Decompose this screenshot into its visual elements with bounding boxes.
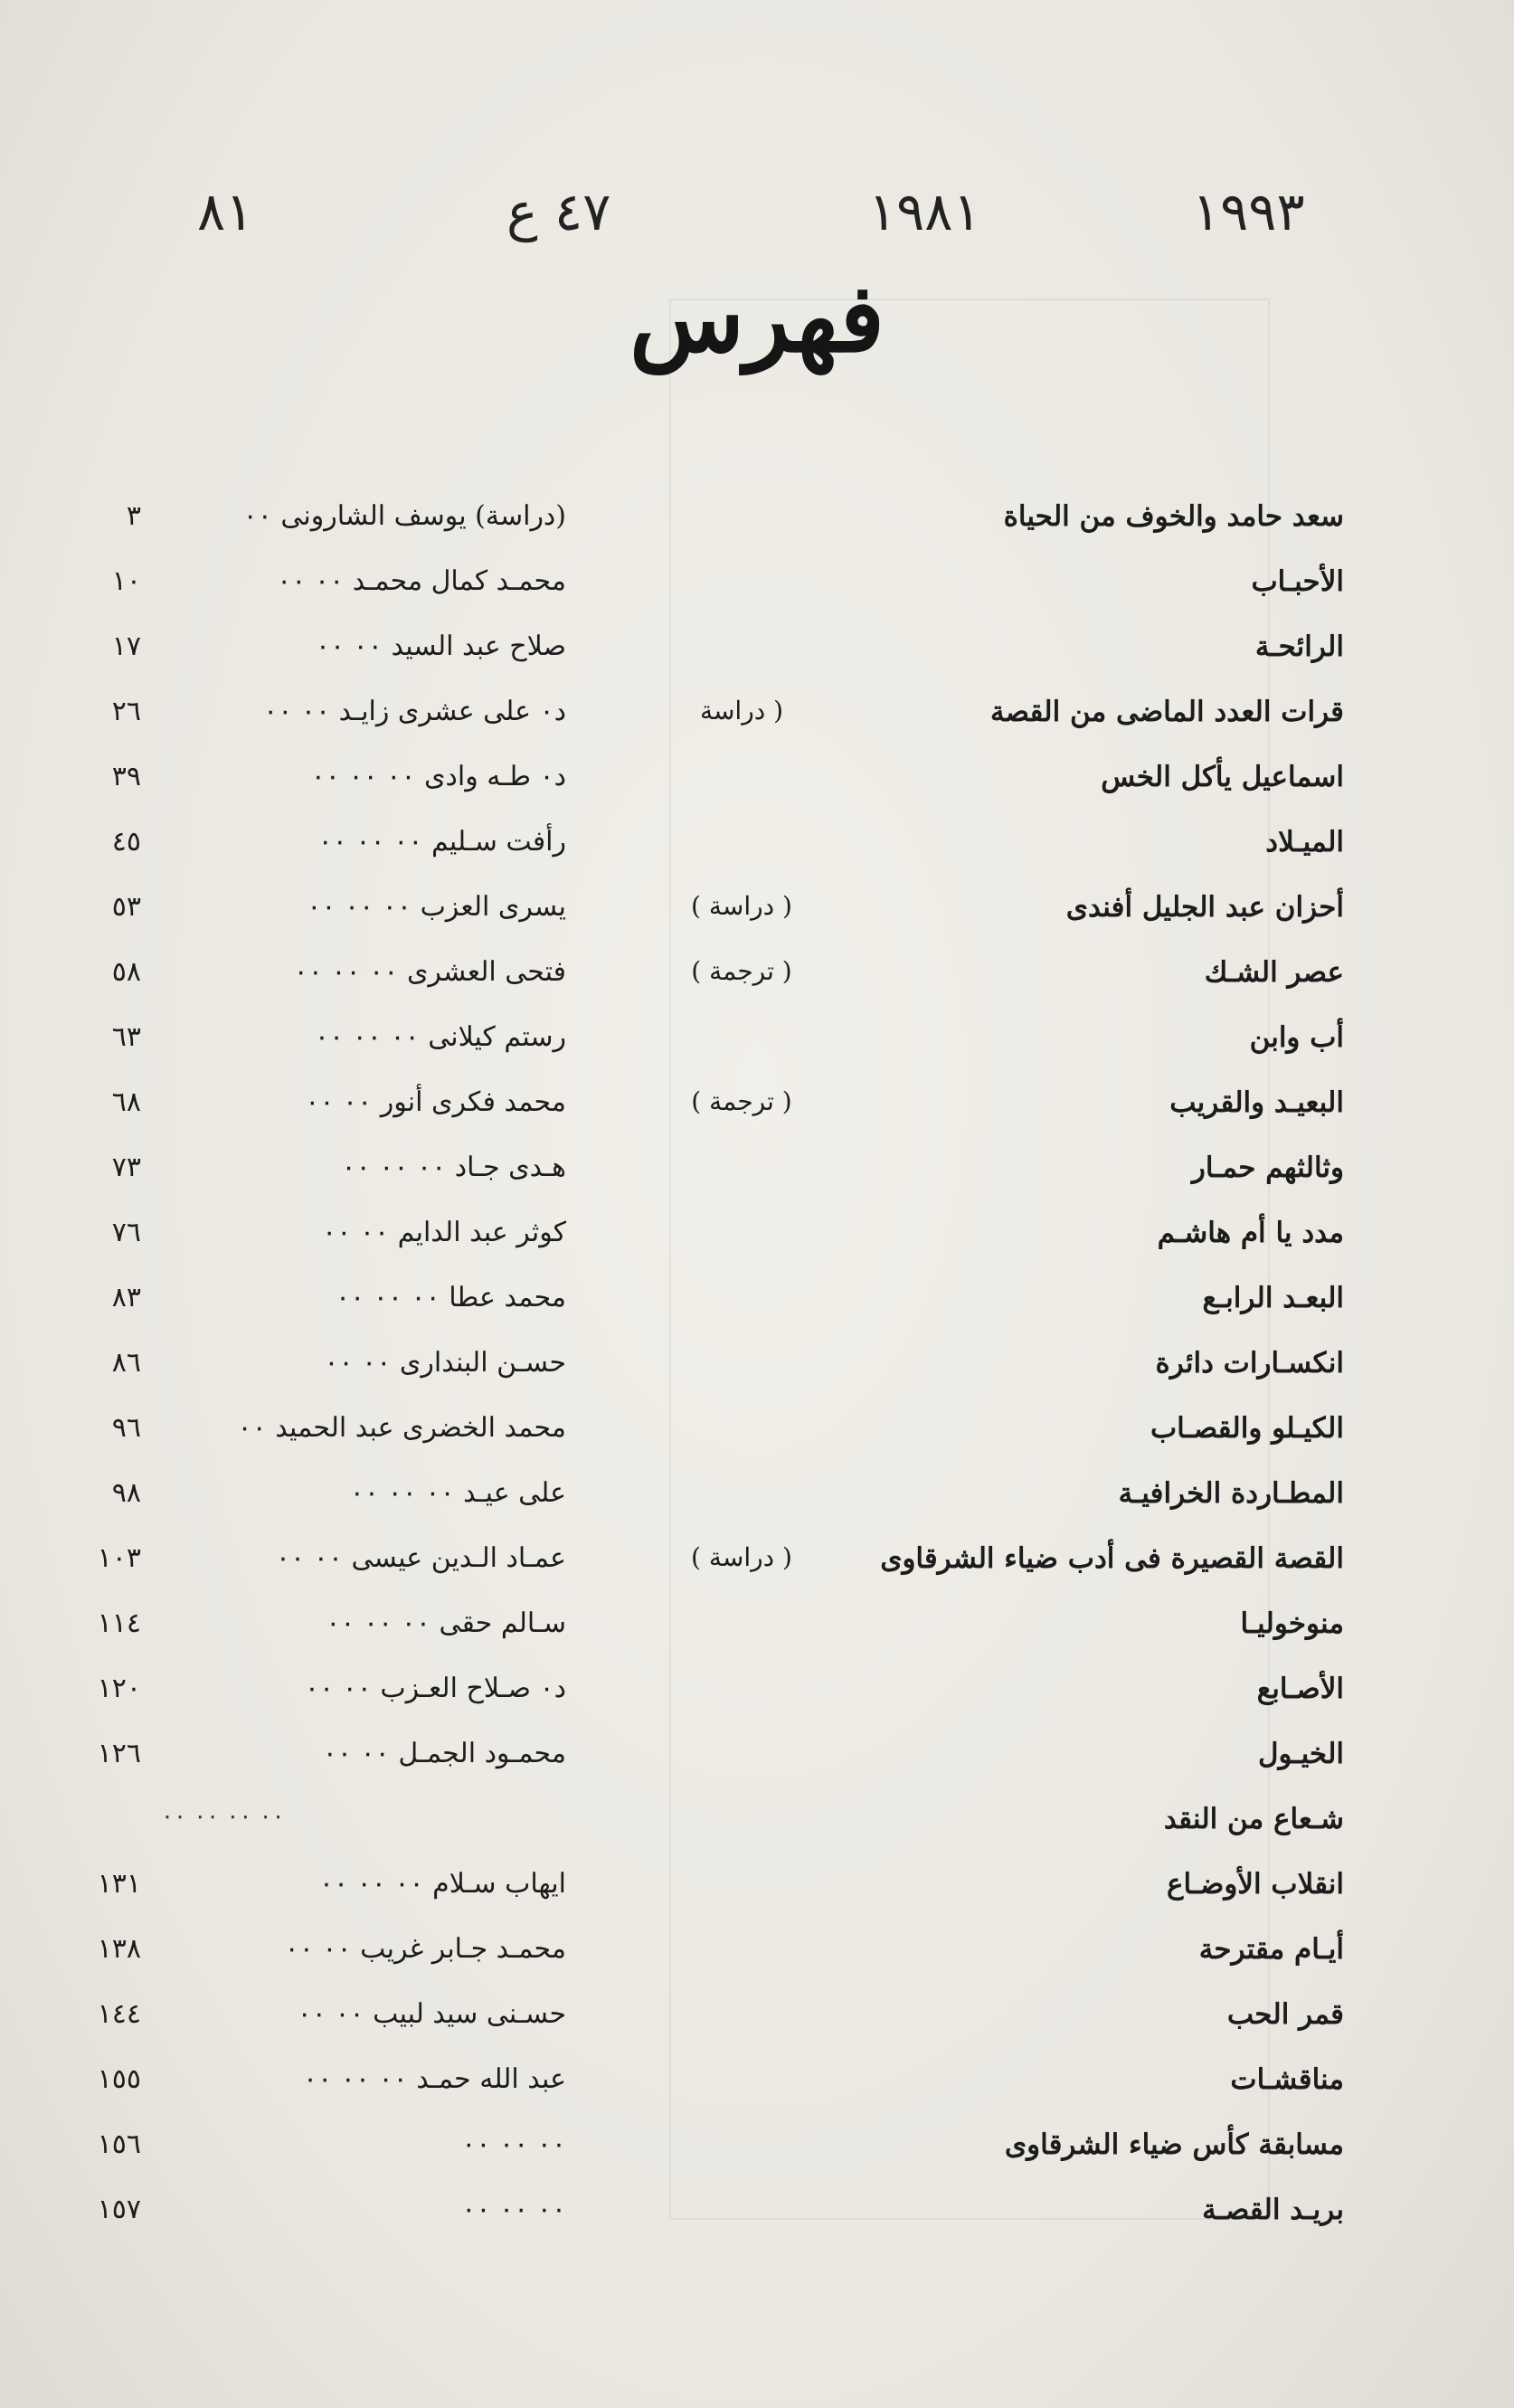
toc-entry [0, 811, 1514, 877]
toc-entry [0, 2114, 1514, 2179]
entry-author: سـالم حقى ٠٠ ٠٠ ٠٠ [326, 1607, 566, 1639]
entry-page-number: ١٣٨ [97, 1933, 141, 1965]
entry-title: قرات العدد الماضى من القصة [989, 696, 1344, 728]
entry-author: ٠٠ ٠٠ ٠٠ [461, 2128, 566, 2160]
entry-author: صلاح عبد السيد ٠٠ ٠٠ [315, 630, 566, 662]
entry-author: رستم كيلانى ٠٠ ٠٠ ٠٠ [314, 1021, 566, 1053]
entry-page-number: ٧٦ [111, 1217, 141, 1248]
entry-author: فتحى العشرى ٠٠ ٠٠ ٠٠ [293, 956, 566, 988]
entry-title: الرائحـة [1254, 630, 1344, 663]
entry-author: محمد الخضرى عبد الحميد ٠٠ [237, 1412, 566, 1444]
toc-entry [0, 486, 1514, 551]
toc-entry [0, 1202, 1514, 1267]
entry-title: أيـام مقترحة [1198, 1933, 1344, 1966]
toc-entry [0, 942, 1514, 1007]
entry-author: د٠ صـلاح العـزب ٠٠ ٠٠ [304, 1673, 566, 1704]
toc-entry [0, 1593, 1514, 1658]
entry-title: الميـلاد [1265, 826, 1344, 858]
entry-author: محمـود الجمـل ٠٠ ٠٠ [322, 1738, 566, 1769]
entry-type: ( ترجمة ) [691, 956, 792, 986]
entry-page-number: ١٤٤ [97, 1998, 141, 2030]
toc-entry [0, 551, 1514, 616]
toc-entry [0, 1398, 1514, 1463]
toc-entry [0, 616, 1514, 681]
entry-author: محمد فكرى أنور ٠٠ ٠٠ [305, 1086, 566, 1118]
toc-list [0, 486, 1514, 2244]
entry-author: كوثر عبد الدايم ٠٠ ٠٠ [322, 1217, 566, 1248]
toc-entry [0, 2179, 1514, 2244]
toc-entry [0, 746, 1514, 811]
entry-title: أب وابن [1249, 1021, 1344, 1054]
entry-page-number: ٥٨ [111, 956, 141, 988]
entry-title: انقلاب الأوضـاع [1166, 1868, 1344, 1901]
entry-title: أحزان عبد الجليل أفندى [1065, 891, 1344, 924]
entry-title: عصر الشـك [1204, 956, 1344, 989]
handwritten-note-left: ٨١ [197, 181, 254, 242]
entry-title: قمر الحب [1226, 1998, 1344, 2031]
entry-page-number: ٨٣ [111, 1282, 141, 1313]
entry-page-number: ٨٦ [111, 1347, 141, 1379]
entry-page-number: ٢٦ [111, 696, 141, 727]
page-title: فهرس [629, 262, 885, 374]
toc-entry [0, 877, 1514, 942]
entry-title: مدد يا أم هاشـم [1157, 1217, 1344, 1249]
entry-author: حسـن البندارى ٠٠ ٠٠ [324, 1347, 566, 1379]
toc-entry [0, 1658, 1514, 1723]
entry-title: مسابقة كأس ضياء الشرقاوى [1004, 2128, 1344, 2161]
entry-author: محمـد جـابر غريب ٠٠ ٠٠ [284, 1933, 566, 1965]
entry-page-number: ١٢٦ [97, 1738, 141, 1769]
entry-author: محمـد كمال محمـد ٠٠ ٠٠ [277, 565, 566, 597]
entry-author: محمد عطا ٠٠ ٠٠ ٠٠ [335, 1282, 566, 1313]
entry-page-number: ١١٤ [97, 1607, 141, 1639]
toc-entry [0, 1853, 1514, 1919]
entry-author: رأفت سـليم ٠٠ ٠٠ ٠٠ [317, 826, 566, 858]
entry-page-number: ١٠٣ [97, 1542, 141, 1574]
entry-page-number: ١٢٠ [97, 1673, 141, 1704]
toc-entry [0, 1267, 1514, 1332]
entry-page-number: ٥٣ [111, 891, 141, 923]
entry-title: الأحبـاب [1251, 565, 1344, 598]
entry-title: البعيـد والقريب [1169, 1086, 1344, 1119]
handwritten-note-center-right: ١٩٨١ [868, 181, 981, 242]
entry-title: الكيـلو والقصـاب [1150, 1412, 1344, 1445]
entry-page-number: ١٧ [111, 630, 141, 662]
entry-title: شـعاع من النقد [1163, 1803, 1344, 1835]
entry-title: اسماعيل يأكل الخس [1101, 761, 1344, 793]
entry-title: المطـاردة الخرافيـة [1118, 1477, 1344, 1510]
handwritten-note-center-left: ٤٧ ع [506, 181, 611, 242]
entry-page-number: ٩٨ [111, 1477, 141, 1509]
entry-leader-dots: ٠٠ ٠٠ ٠٠ ٠٠ [161, 1803, 285, 1830]
entry-title: وثالثهم حمـار [1191, 1152, 1344, 1184]
entry-page-number: ٦٨ [111, 1086, 141, 1118]
toc-entry [0, 1723, 1514, 1788]
entry-page-number: ١٥٧ [97, 2194, 141, 2225]
entry-page-number: ٦٣ [111, 1021, 141, 1053]
entry-title: الأصـابع [1256, 1673, 1344, 1705]
entry-author: د٠ على عشرى زايـد ٠٠ ٠٠ [263, 696, 566, 727]
entry-title: البعـد الرابـع [1202, 1282, 1344, 1314]
entry-author: عمـاد الـدين عيسى ٠٠ ٠٠ [275, 1542, 566, 1574]
entry-page-number: ١٠ [111, 565, 141, 597]
toc-entry [0, 1919, 1514, 1984]
entry-type: ( ترجمة ) [691, 1086, 792, 1116]
entry-type: ( دراسة ) [691, 1542, 792, 1572]
entry-page-number: ١٥٦ [97, 2128, 141, 2160]
toc-entry [0, 681, 1514, 746]
entry-type: ( دراسة ) [691, 891, 792, 921]
entry-title: سعد حامد والخوف من الحياة [1003, 500, 1344, 533]
entry-page-number: ١٣١ [97, 1868, 141, 1900]
toc-entry [0, 1463, 1514, 1528]
entry-title: منوخوليـا [1240, 1607, 1344, 1640]
toc-entry [0, 1528, 1514, 1593]
toc-entry [0, 1072, 1514, 1137]
entry-author: (دراسة) يوسف الشارونى ٠٠ [242, 500, 566, 532]
entry-author: يسرى العزب ٠٠ ٠٠ ٠٠ [307, 891, 566, 923]
entry-author: عبد الله حمـد ٠٠ ٠٠ ٠٠ [302, 2063, 566, 2095]
entry-page-number: ٣ [126, 500, 141, 532]
entry-page-number: ٧٣ [111, 1152, 141, 1183]
entry-title: القصة القصيرة فى أدب ضياء الشرقاوى [880, 1542, 1344, 1575]
entry-page-number: ٣٩ [111, 761, 141, 792]
entry-author: د٠ طـه وادى ٠٠ ٠٠ ٠٠ [310, 761, 566, 792]
entry-title: الخيـول [1257, 1738, 1344, 1770]
toc-entry [0, 1984, 1514, 2049]
entry-author: ايهاب سـلام ٠٠ ٠٠ ٠٠ [318, 1868, 566, 1900]
entry-page-number: ١٥٥ [97, 2063, 141, 2095]
entry-author: ٠٠ ٠٠ ٠٠ [461, 2194, 566, 2225]
entry-type: ( دراسة [699, 696, 784, 725]
entry-title: انكسـارات دائرة [1155, 1347, 1344, 1379]
toc-entry [0, 1788, 1514, 1853]
entry-author: هـدى جـاد ٠٠ ٠٠ ٠٠ [341, 1152, 566, 1183]
entry-title: مناقشـات [1230, 2063, 1344, 2096]
toc-entry [0, 1137, 1514, 1202]
entry-author: على عيـد ٠٠ ٠٠ ٠٠ [349, 1477, 566, 1509]
handwritten-note-right: ١٩٩٣ [1192, 181, 1305, 242]
toc-entry [0, 2049, 1514, 2114]
entry-title: بريـد القصـة [1202, 2194, 1344, 2226]
entry-author: حسـنى سيد لبيب ٠٠ ٠٠ [297, 1998, 566, 2030]
entry-page-number: ٩٦ [111, 1412, 141, 1444]
toc-entry [0, 1332, 1514, 1398]
entry-page-number: ٤٥ [111, 826, 141, 858]
toc-entry [0, 1007, 1514, 1072]
